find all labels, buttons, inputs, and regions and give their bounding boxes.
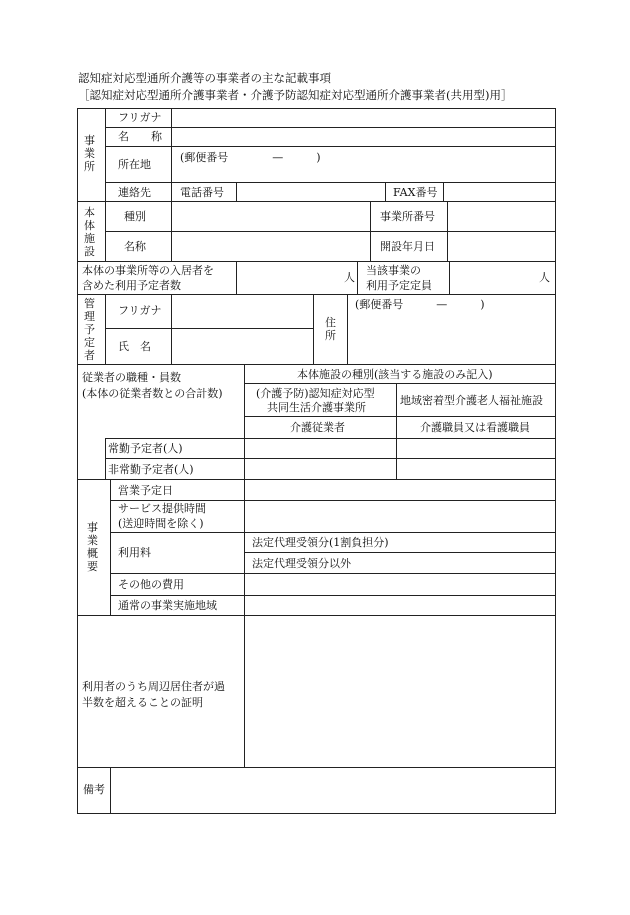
proof-label-line1: 利用者のうち周辺居住者が過 — [82, 680, 225, 693]
residents-label-line1: 本体の事業所等の入居者を — [82, 264, 214, 277]
document-title: 認知症対応型通所介護等の事業者の主な記載事項 — [78, 71, 331, 85]
honshisetsu-office-number-label: 事業所番号 — [380, 210, 435, 223]
kanri-furigana-label: フリガナ — [118, 304, 162, 317]
kanri-postal-code: (郵便番号 — ) — [355, 298, 485, 311]
staff-parttime-label: 非常勤予定者(人) — [108, 463, 194, 476]
jigyosho-postal-code: (郵便番号 — ) — [180, 151, 321, 164]
jigyosho-name-label: 名 称 — [118, 130, 162, 143]
gaiyo-fee-label: 利用料 — [118, 546, 151, 559]
jigyosho-phone-label: 電話番号 — [180, 186, 224, 199]
staff-fulltime-label: 常勤予定者(人) — [108, 442, 183, 455]
jigyosho-address-label: 所在地 — [118, 158, 151, 171]
jigyosho-furigana-label: フリガナ — [118, 111, 162, 124]
staff-label-line2: (本体の従業者数との合計数) — [82, 387, 223, 400]
staff-label-line1: 従業者の職種・員数 — [82, 371, 181, 384]
jigyosho-fax-label: FAX番号 — [393, 186, 438, 199]
gaiyo-hours-line2: (送迎時間を除く) — [118, 517, 204, 530]
gaiyo-area-label: 通常の事業実施地域 — [118, 599, 217, 612]
gaiyo-section-label: 事 業 概 要 — [87, 521, 98, 573]
jigyosho-section-label: 事 業 所 — [84, 134, 95, 173]
kanri-name-label: 氏 名 — [118, 340, 151, 353]
kanri-address-label: 住 所 — [325, 316, 336, 342]
staff-col1-line2: 共同生活介護事業所 — [267, 401, 366, 414]
honshisetsu-type-label: 種別 — [124, 210, 146, 223]
jigyosho-contact-label: 連絡先 — [118, 186, 151, 199]
honshisetsu-section-label: 本 体 施 設 — [84, 206, 95, 258]
facility-type-header: 本体施設の種別(該当する施設のみ記入) — [297, 368, 493, 381]
staff-col2-header: 地域密着型介護老人福祉施設 — [400, 394, 543, 407]
honshisetsu-name-label: 名称 — [124, 240, 146, 253]
gaiyo-fee1-label: 法定代理受領分(1割負担分) — [252, 536, 389, 549]
remarks-label: 備考 — [83, 783, 105, 796]
staff-col1-line1: (介護予防)認知症対応型 — [256, 387, 375, 400]
capacity-label-line1: 当該事業の — [366, 264, 421, 277]
gaiyo-fee2-label: 法定代理受領分以外 — [252, 557, 351, 570]
staff-col1-role: 介護従業者 — [290, 421, 345, 434]
capacity-unit: 人 — [539, 271, 550, 284]
gaiyo-days-label: 営業予定日 — [118, 484, 173, 497]
kanri-section-label: 管 理 予 定 者 — [84, 297, 95, 362]
residents-label-line2: 含めた利用予定者数 — [82, 279, 181, 292]
staff-col2-role: 介護職員又は看護職員 — [420, 421, 530, 434]
residents-unit: 人 — [344, 271, 355, 284]
capacity-label-line2: 利用予定定員 — [366, 279, 432, 292]
proof-label-line2: 半数を超えることの証明 — [82, 696, 203, 709]
gaiyo-other-label: その他の費用 — [118, 578, 184, 591]
honshisetsu-opened-label: 開設年月日 — [380, 240, 435, 253]
document-subtitle: ［認知症対応型通所介護事業者・介護予防認知症対応型通所介護事業者(共用型)用］ — [78, 88, 513, 102]
gaiyo-hours-line1: サービス提供時間 — [118, 502, 206, 515]
